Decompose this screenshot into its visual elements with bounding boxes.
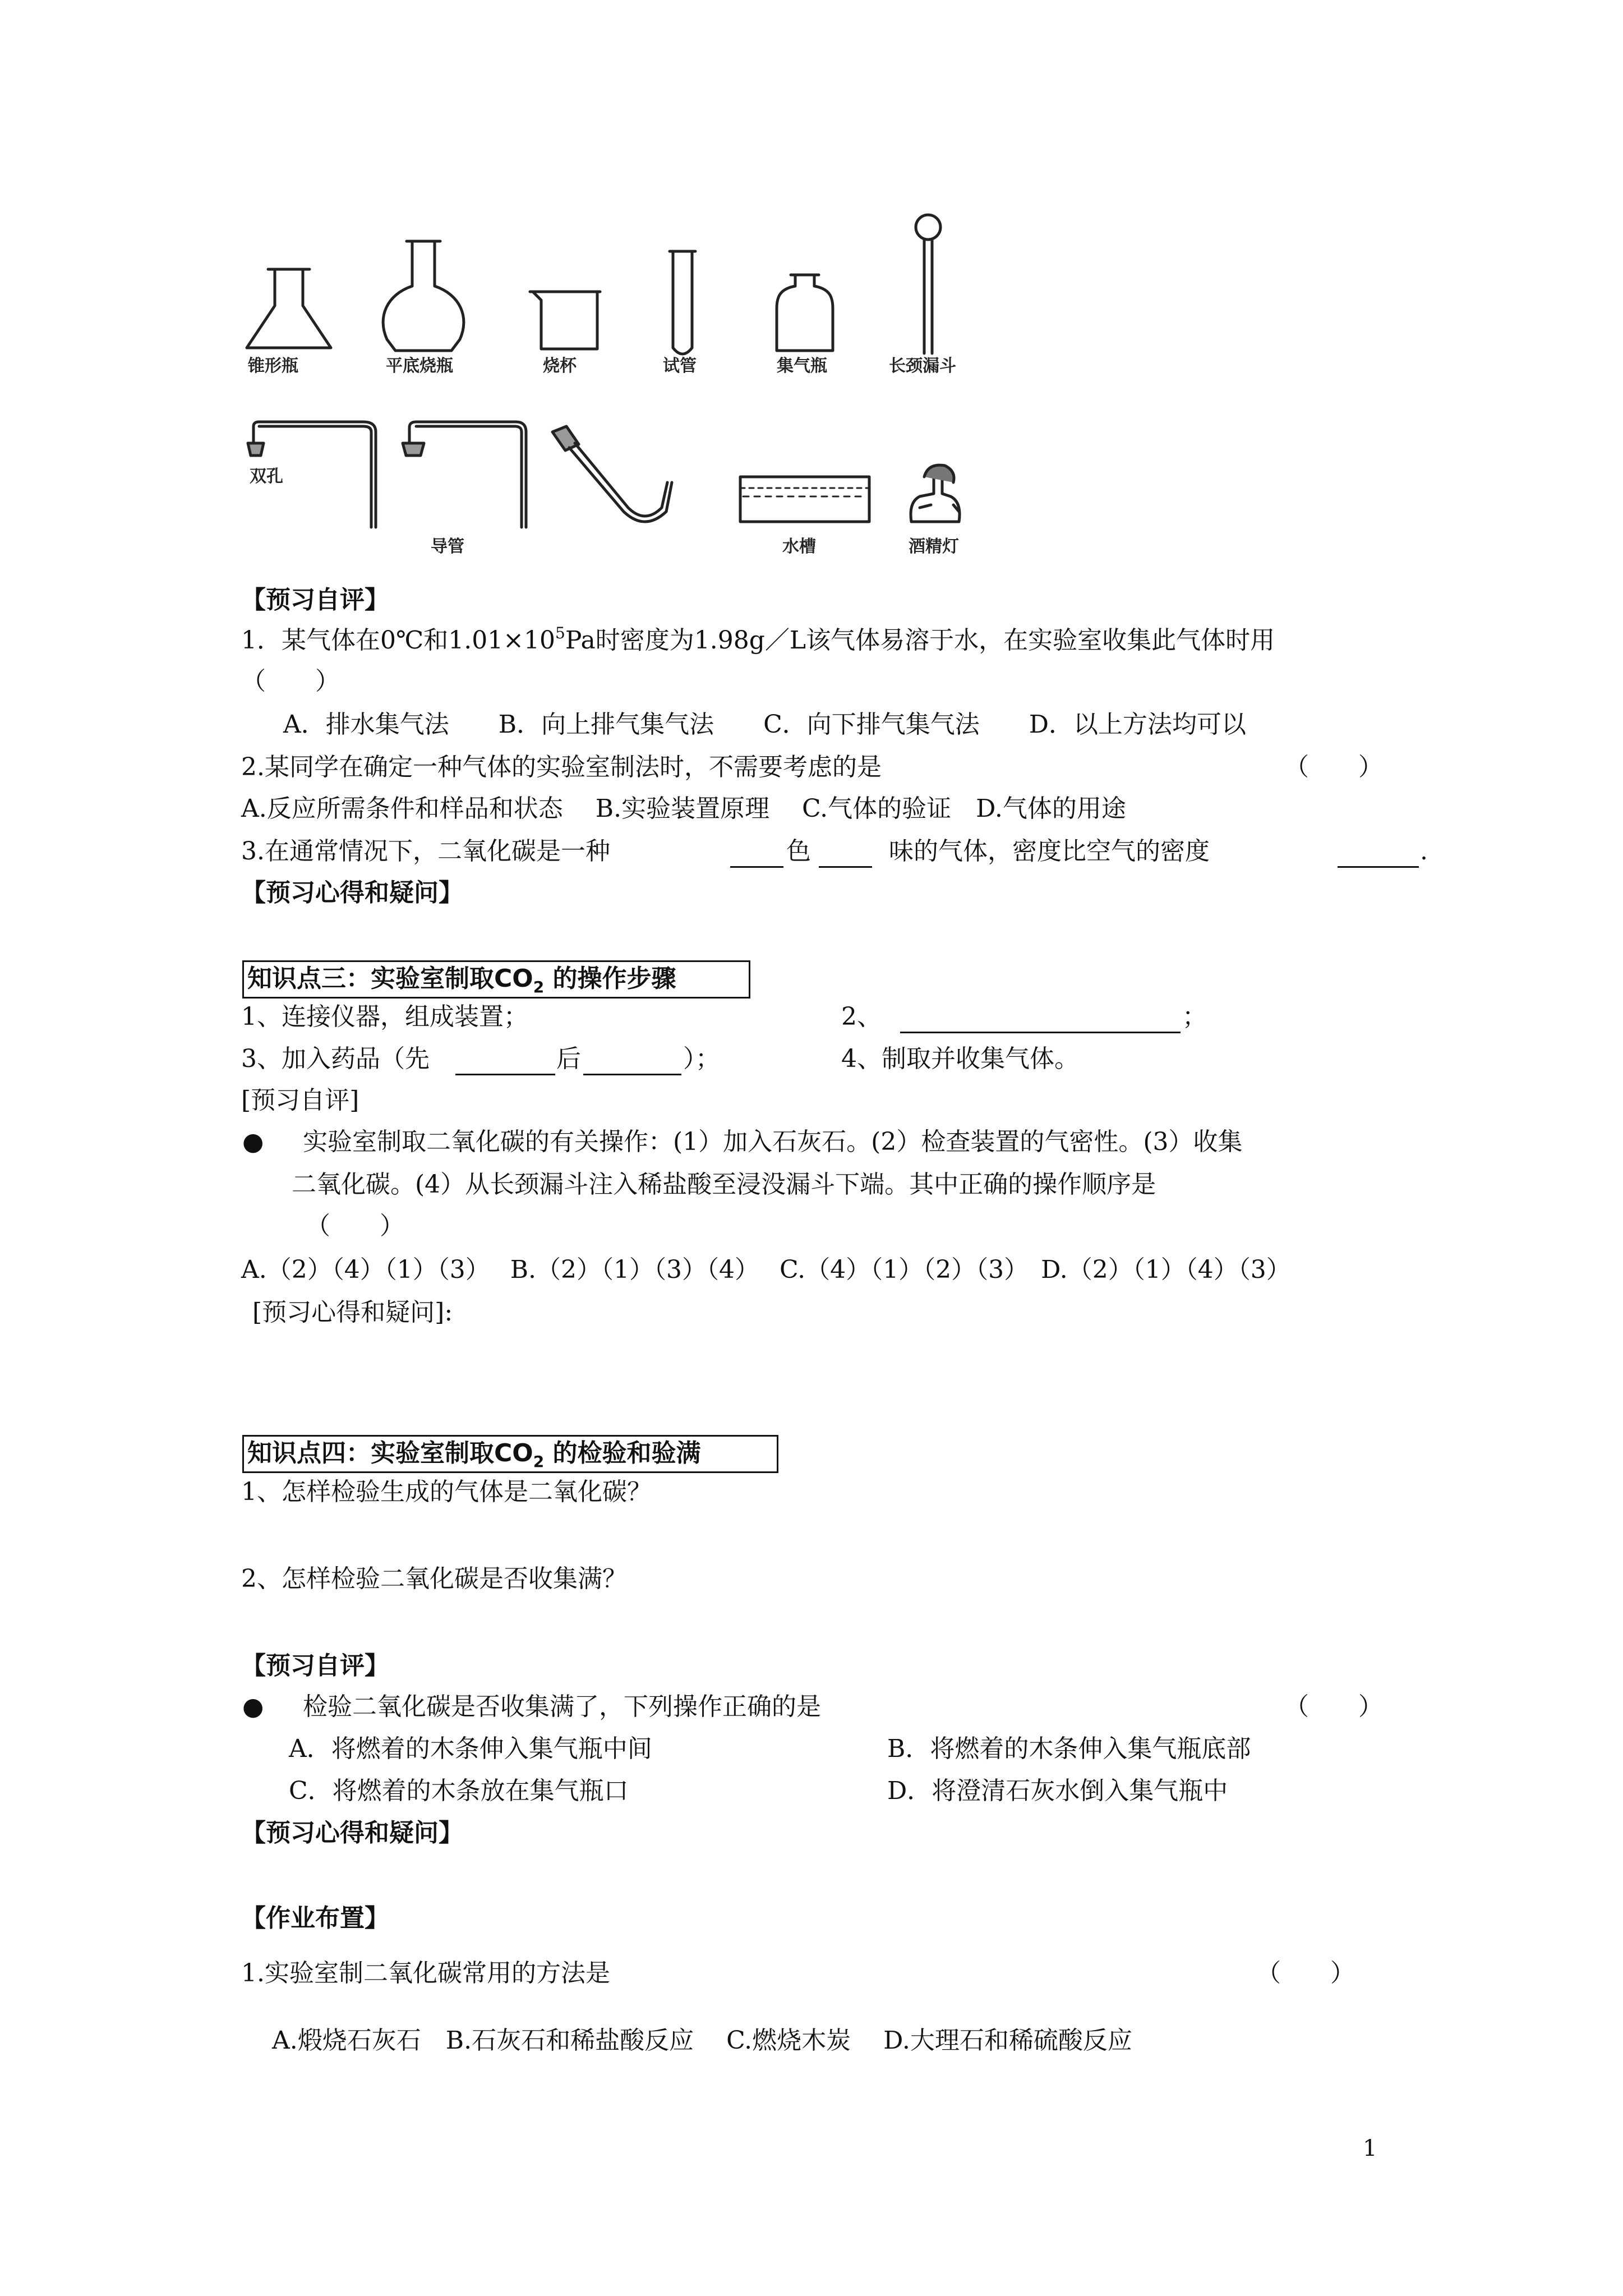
kp3-title-box <box>242 960 750 999</box>
apparatus-figure <box>0 0 1623 583</box>
label-water-trough: 水槽 <box>782 537 816 556</box>
kp3-question-line-1: 实验室制取二氧化碳的有关操作：(1）加入石灰石。(2）检查装置的气密性。(3）收集 <box>303 1128 1243 1156</box>
question-3-end: . <box>1420 837 1428 866</box>
label-double-hole: 双孔 <box>250 467 283 486</box>
blank-smell[interactable] <box>819 864 872 868</box>
question-1-options: A．排水集气法 B．向上排气集气法 C．向下排气集气法 D．以上方法均可以 <box>283 710 1247 739</box>
question-1: 1．某气体在0℃和$1.01\times 10^5Pa$时密度为1.98g／L该气体易溶于水，在实验室收集此气体时用 <box>241 624 1275 655</box>
bent-tube-drawing <box>552 426 672 522</box>
kp3-step-3-a: 3、加入药品（先 <box>241 1045 430 1073</box>
question-1-paren: （ ） <box>241 667 340 696</box>
notes-heading-2: 【预习心得和疑问】 <box>241 1819 463 1847</box>
homework-heading: 【作业布置】 <box>241 1904 389 1932</box>
kp3-title: 知识点三：实验室制取$CO_2$ 的操作步骤 <box>247 964 676 996</box>
notes-heading-1: 【预习心得和疑问】 <box>241 878 463 907</box>
label-conical-flask: 锥形瓶 <box>248 356 298 376</box>
kp3-step-4: 4、制取并收集气体。 <box>841 1045 1079 1073</box>
label-thistle-funnel: 长颈漏斗 <box>889 356 956 376</box>
page-number: 1 <box>1363 2136 1377 2161</box>
kp4-title-box <box>242 1435 778 1473</box>
conical-flask-drawing <box>247 269 331 348</box>
water-trough-drawing <box>740 477 869 522</box>
kp4-question-2: 2、怎样检验二氧化碳是否收集满？ <box>241 1565 627 1593</box>
homework-options: A.煅烧石灰石 B.石灰石和稀盐酸反应 C.燃烧木炭 D.大理石和稀硫酸反应 <box>272 2026 1132 2055</box>
kp4-question: 检验二氧化碳是否收集满了，下列操作正确的是 <box>303 1692 821 1721</box>
homework-question-1: 1.实验室制二氧化碳常用的方法是 <box>241 1959 610 1987</box>
label-gas-jar: 集气瓶 <box>777 356 827 376</box>
thistle-funnel-drawing <box>916 215 940 353</box>
kp3-step-2-blank[interactable] <box>900 1029 1181 1033</box>
bullet-1: ● <box>242 1128 264 1156</box>
label-flat-flask: 平底烧瓶 <box>386 356 453 376</box>
beaker-drawing <box>530 292 600 349</box>
label-tube: 导管 <box>431 537 464 556</box>
tube-drawing-2 <box>403 422 526 527</box>
kp4-option-b: B．将燃着的木条伸入集气瓶底部 <box>887 1734 1251 1763</box>
kp4-option-a: A．将燃着的木条伸入集气瓶中间 <box>289 1734 652 1763</box>
section-heading-self-review: 【预习自评】 <box>241 586 389 614</box>
kp3-question-line-2: 二氧化碳。(4）从长颈漏斗注入稀盐酸至浸没漏斗下端。其中正确的操作顺序是 <box>292 1170 1156 1199</box>
question-2-options: A.反应所需条件和样品和状态 B.实验装置原理 C.气体的验证 D.气体的用途 <box>241 794 1126 823</box>
kp4-title: 知识点四：实验室制取$CO_2$ 的检验和验满 <box>247 1439 701 1471</box>
kp3-step-3-blank-2[interactable] <box>583 1071 681 1075</box>
kp3-step-1: 1、连接仪器，组成装置； <box>241 1002 528 1031</box>
label-beaker: 烧杯 <box>543 356 577 376</box>
kp3-notes: [预习心得和疑问]: <box>252 1298 453 1327</box>
bullet-2: ● <box>242 1692 264 1721</box>
question-3-part-2: 色 <box>786 837 811 866</box>
flat-flask-drawing <box>383 241 464 351</box>
question-3-part-1: 3.在通常情况下，二氧化碳是一种 <box>241 837 610 866</box>
label-test-tube: 试管 <box>663 356 697 376</box>
kp3-options: A.（2）（4）（1）（3） B.（2）（1）（3）（4） C.（4）（1）（2）（3） D.（2）（1）（4）（3） <box>241 1255 1291 1284</box>
kp4-option-c: C．将燃着的木条放在集气瓶口 <box>289 1777 629 1805</box>
question-3-part-3: 味的气体，密度比空气的密度 <box>889 837 1210 866</box>
kp3-step-2-end: ； <box>1182 1002 1207 1031</box>
test-tube-drawing <box>670 251 695 354</box>
label-alcohol-lamp: 酒精灯 <box>909 537 959 556</box>
kp3-step-3-blank-1[interactable] <box>455 1071 555 1075</box>
alcohol-lamp-drawing <box>911 465 960 522</box>
question-2-paren: （ ） <box>1284 753 1383 781</box>
kp3-step-3-c: ）； <box>683 1045 720 1073</box>
homework-paren: （ ） <box>1256 1959 1355 1987</box>
blank-density[interactable] <box>1338 864 1419 868</box>
kp3-step-2-label: 2、 <box>841 1002 882 1031</box>
kp3-review-heading: [预习自评] <box>241 1086 359 1115</box>
question-2: 2.某同学在确定一种气体的实验室制法时，不需要考虑的是 <box>241 753 882 781</box>
blank-color[interactable] <box>730 864 783 868</box>
kp4-question-1: 1、怎样检验生成的气体是二氧化碳？ <box>241 1478 652 1506</box>
kp4-review-heading: 【预习自评】 <box>241 1651 389 1680</box>
kp3-question-paren: （ ） <box>306 1212 404 1240</box>
kp3-step-3-b: 后 <box>556 1045 581 1073</box>
gas-jar-drawing <box>777 275 833 351</box>
kp4-option-d: D．将澄清石灰水倒入集气瓶中 <box>887 1777 1228 1805</box>
kp4-paren: （ ） <box>1284 1692 1383 1721</box>
